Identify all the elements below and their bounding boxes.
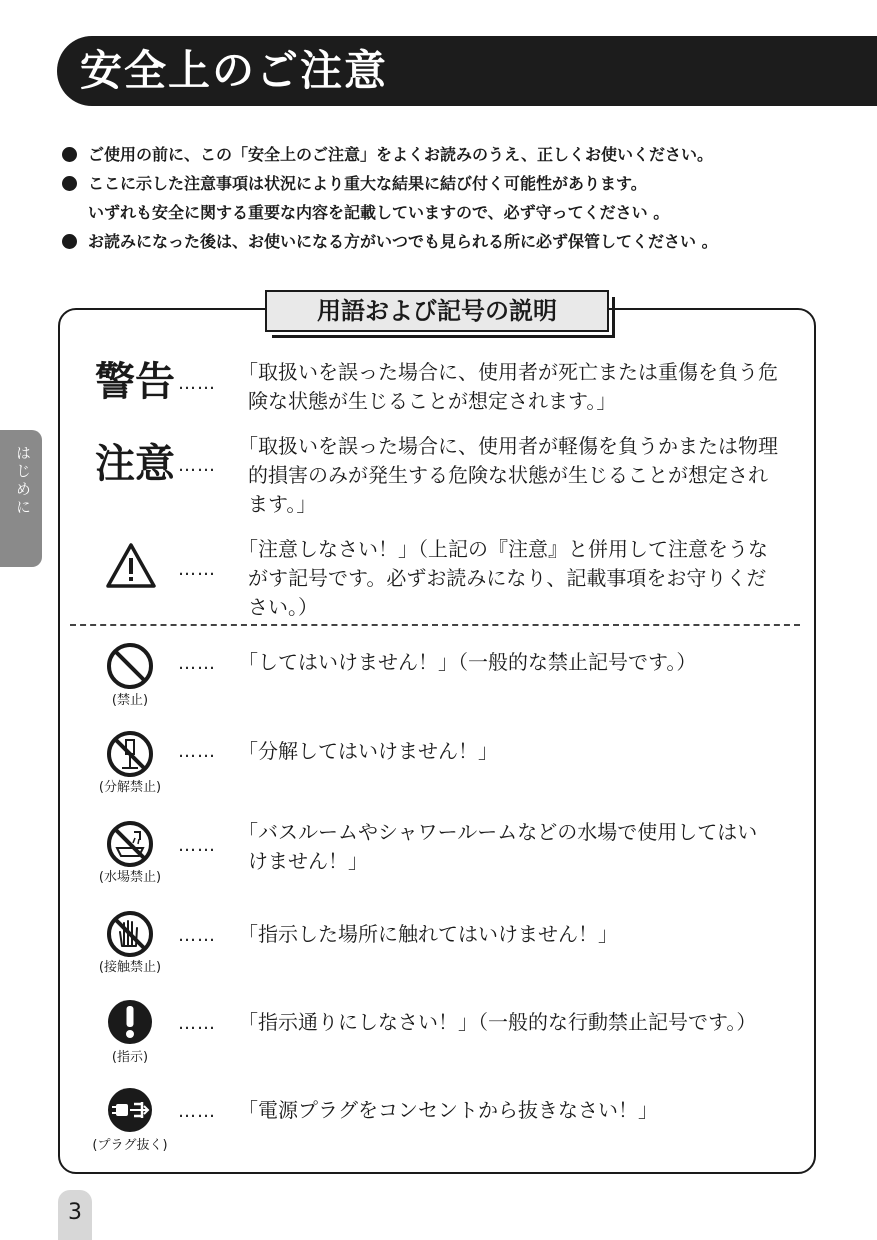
- instruction-description: [238, 1008, 756, 1037]
- unplug-icon: [104, 1084, 156, 1136]
- term-warning: 警告: [95, 359, 175, 405]
- intro-text: いずれも安全に関する重要な内容を記載していますので、必ず守ってください 。: [88, 203, 670, 222]
- symbol-caption: (禁止): [111, 693, 149, 708]
- no-water-area-icon: [104, 818, 156, 870]
- leader-dots: ……: [178, 1013, 216, 1034]
- leader-dots: ……: [178, 653, 216, 674]
- no-disassembly-icon: [104, 728, 156, 780]
- symbol-caption: (水場禁止): [98, 870, 162, 885]
- bullet-icon: [62, 176, 77, 191]
- unplug-description: [238, 1096, 658, 1125]
- intro-item: [62, 169, 842, 198]
- intro-text: ここに示した注意事項は状況により重大な結果に結び付く可能性があります。: [88, 174, 647, 193]
- description-line: 「注意しなさい！」（上記の『注意』と併用して注意をうな: [238, 537, 768, 561]
- symbol-caption: (指示): [111, 1050, 149, 1065]
- symbol-caption: (プラグ抜く): [92, 1138, 168, 1153]
- description-line: 「指示した場所に触れてはいけません！」: [238, 922, 618, 946]
- leader-dots: ……: [178, 741, 216, 762]
- no-touch-icon: [104, 908, 156, 960]
- no-disassembly-description: [238, 737, 498, 766]
- intro-item: [62, 140, 842, 169]
- intro-text: お読みになった後は、お使いになる方がいつでも見られる所に必ず保管してください 。: [88, 232, 718, 251]
- box-title: 用語および記号の説明: [265, 290, 609, 332]
- description-line: 的損害のみが発生する危険な状態が生じることが想定され: [248, 463, 768, 487]
- leader-dots: ……: [178, 373, 216, 394]
- leader-dots: ……: [178, 455, 216, 476]
- leader-dots: ……: [178, 559, 216, 580]
- caution-symbol-description: [238, 535, 768, 622]
- intro-item-continuation: [62, 198, 842, 227]
- symbol-caption: (接触禁止): [98, 960, 162, 975]
- leader-dots: ……: [178, 835, 216, 856]
- description-line: 険な状態が生じることが想定されます。」: [248, 389, 617, 413]
- side-tab-label: はじめに: [14, 445, 32, 517]
- intro-text: ご使用の前に、この「安全上のご注意」をよくお読みのうえ、正しくお使いください。: [88, 145, 713, 164]
- leader-dots: ……: [178, 1101, 216, 1122]
- intro-item: [62, 227, 842, 256]
- instruction-icon: [104, 996, 156, 1048]
- term-caution: 注意: [95, 441, 175, 487]
- description-line: 「バスルームやシャワールームなどの水場で使用してはい: [238, 820, 758, 844]
- description-line: 「指示通りにしなさい！」（一般的な行動禁止記号です。）: [238, 1010, 757, 1034]
- term-caution-description: [238, 432, 778, 519]
- no-water-area-description: [238, 818, 757, 876]
- warning-triangle-icon: [105, 540, 157, 592]
- symbol-caption: (分解禁止): [98, 780, 162, 795]
- bullet-icon: [62, 234, 77, 249]
- prohibition-description: [238, 648, 696, 677]
- description-line: ます。」: [248, 492, 317, 516]
- dashed-divider: [70, 624, 800, 626]
- term-warning-description: [238, 358, 778, 416]
- description-line: さい。）: [248, 595, 318, 619]
- page-title: 安全上のご注意: [80, 46, 389, 95]
- leader-dots: ……: [178, 925, 216, 946]
- description-line: 「取扱いを誤った場合に、使用者が死亡または重傷を負う危: [238, 360, 778, 384]
- description-line: 「してはいけません！」（一般的な禁止記号です。）: [238, 650, 697, 674]
- prohibition-icon: [104, 640, 156, 692]
- page-number: 3: [58, 1190, 92, 1240]
- intro-list: [62, 140, 842, 256]
- description-line: がす記号です。必ずお読みになり、記載事項をお守りくだ: [248, 566, 767, 590]
- bullet-icon: [62, 147, 77, 162]
- no-touch-description: [238, 920, 618, 949]
- description-line: 「電源プラグをコンセントから抜きなさい！」: [238, 1098, 658, 1122]
- description-line: けません！」: [248, 849, 368, 873]
- description-line: 「分解してはいけません！」: [238, 739, 498, 763]
- description-line: 「取扱いを誤った場合に、使用者が軽傷を負うかまたは物理: [238, 434, 778, 458]
